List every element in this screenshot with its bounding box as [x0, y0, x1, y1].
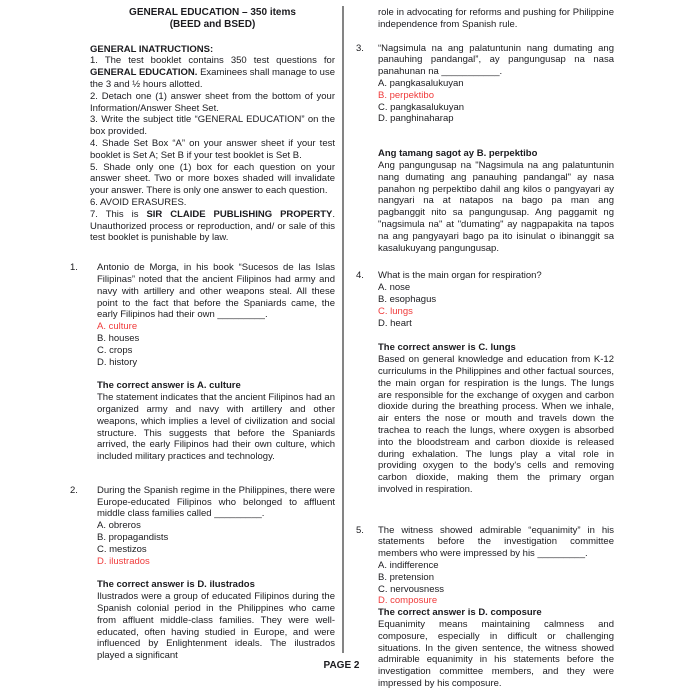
question-3-option-d: D. panghinaharap	[378, 113, 454, 125]
question-5-text: The witness showed admirable “equanimity” in his statements before the investigation committee members who were impressed by his _________.	[378, 524, 614, 560]
instruction-item-1	[90, 55, 335, 90]
instruction-item-2: 2. Detach one (1) answer sheet from the bottom of your Information/Answer Sheet Set.	[90, 90, 335, 114]
question-3	[356, 43, 614, 255]
instruction-item-5: 5. Shade only one (1) box for each question on your answer sheet. Two or more boxes shaded will invalidate your answer. There is only one answer to each question.	[90, 161, 335, 197]
page-subtitle: (BEED and BSED)	[169, 18, 256, 30]
question-4-number: 4.	[356, 270, 364, 282]
question-3-option-a: A. pangkasalukuyan	[378, 77, 464, 89]
question-1-content	[97, 262, 335, 463]
question-5-option-b: B. pretension	[378, 571, 434, 583]
instruction-bold-text: GENERAL EDUCATION.	[90, 67, 198, 79]
question-2-answer-line: The correct answer is D. ilustrados	[97, 579, 255, 591]
left-column	[70, 7, 335, 662]
instructions-heading: GENERAL INATRUCTIONS:	[90, 43, 214, 55]
instruction-item-3: 3. Write the subject title “GENERAL EDUCATION” on the box provided.	[90, 114, 335, 138]
question-4-explanation: Based on general knowledge and education from K-12 curriculums in the Philippines and other factual sources, the main organ for respiration is the lungs. The lungs are responsible for the exchange of oxygen and carbon dioxide during the breathing process. When we inhale, air enters the nose or mouth and travels down the trachea to reach the lungs, where oxygen is absorbed into the bloodstream and carbon dioxide is released during exhalation. The lungs play a vital role in providing oxygen to the body's cells and removing carbon dioxide, making them the primary organ involved in respiration.	[378, 354, 614, 495]
question-2-explanation-continued: role in advocating for reforms and pushing for Philippine independence from Spanish rule.	[378, 7, 614, 30]
instructions-block	[90, 7, 335, 244]
question-3-option-c: C. pangkasalukuyan	[378, 101, 465, 113]
instruction-item-7	[90, 209, 335, 244]
instruction-text: . Unauthorized process or reproduction, and/ or sale of this test booklet is punishable by law.	[90, 208, 335, 244]
question-3-answer-line: Ang tamang sagot ay B. perpektibo	[378, 148, 538, 160]
question-1-option-c: C. crops	[97, 344, 133, 356]
question-3-number: 3.	[356, 42, 364, 54]
question-1-text: Antonio de Morga, in his book “Sucesos de las Islas Filipinas” noted that the ancient Filipinos had army and navy with artillery and other weapons steal. All these point to the fact that before the Spaniards came, the early Filipinos had their own _________.	[97, 262, 335, 321]
question-5-option-c: C. nervousness	[378, 583, 445, 595]
question-4	[356, 270, 614, 495]
instruction-text: 1. The test booklet contains 350 test questions for	[90, 55, 335, 67]
question-4-option-d: D. heart	[378, 317, 412, 329]
column-divider	[342, 6, 344, 653]
right-column	[356, 7, 614, 690]
question-2-option-d: D. ilustrados	[97, 555, 150, 567]
question-3-content	[378, 43, 614, 255]
continuation-gutter	[356, 7, 378, 31]
instruction-item-6: 6. AVOID ERASURES.	[90, 196, 187, 208]
page-footer: PAGE 2	[323, 660, 360, 671]
question-2-explanation-continuation-row	[356, 7, 614, 31]
question-4-option-c: C. lungs	[378, 305, 413, 317]
question-5-number: 5.	[356, 524, 364, 536]
question-1-answer-line: The correct answer is A. culture	[97, 380, 241, 392]
question-1-explanation: The statement indicates that the ancient Filipinos had an organized army and navy with artillery and other weapons, which implies a level of civilization and social structure. This suggests that before the Spaniards arrived, the early Filipinos had their own culture, which included military practices and technology.	[97, 392, 335, 463]
instruction-bold-text: SIR CLAIDE PUBLISHING PROPERTY	[146, 208, 333, 220]
question-2-option-c: C. mestizos	[97, 543, 147, 555]
question-5-explanation: Equanimity means maintaining calmness and composure, especially in difficult or challenging situations. In the given sentence, the witness showed admirable equanimity in his statements before the investigation committee members, and they were impressed by his composure.	[378, 619, 614, 690]
question-5-option-a: A. indifference	[378, 560, 439, 572]
question-2	[70, 485, 335, 662]
question-2-option-b: B. propagandists	[97, 532, 169, 544]
question-3-option-b: B. perpektibo	[378, 89, 434, 101]
instruction-text: 7. This is	[90, 208, 147, 220]
question-3-text: “Nagsimula na ang palatuntunin nang dumating ang panauhing pandangal”, ay pangungusap na nasa panahunan na ___________.	[378, 42, 614, 78]
instruction-item-4: 4. Shade Set Box “A” on your answer sheet if your test booklet is Set A; Set B if your test booklet is Set B.	[90, 137, 335, 161]
page-title: GENERAL EDUCATION – 350 items	[129, 7, 296, 18]
question-4-answer-line: The correct answer is C. lungs	[378, 342, 516, 354]
question-5-option-d: D. composure	[378, 595, 438, 607]
instruction-text: Examinees shall manage to use the 3 and ½ hours allotted.	[90, 67, 335, 90]
question-4-option-a: A. nose	[378, 282, 411, 294]
question-5-answer-line: The correct answer is D. composure	[378, 607, 542, 619]
question-1-number: 1.	[70, 262, 78, 274]
question-3-explanation: Ang pangungusap na "Nagsimula na ang palatuntunin nang dumating ang panauhing pandangal" ay nasa panahon ng perpektibo dahil ang kilos o pangyayari ay nangyari na at natapos na bago pa man ang pagbanggit nito sa pangungusap. Ang paggamit ng "nagsimula na" at "dumating" ay nagpapakita na tapos na ang pangyayari bago pa ito isinulat o ibinanggit sa kasalukuyang pangungusap.	[378, 159, 614, 254]
question-1	[70, 262, 335, 463]
question-2-option-a: A. obreros	[97, 520, 141, 532]
question-2-text: During the Spanish regime in the Philippines, there were Europe-educated Filipinos who belonged to affluent middle class families called _________.	[97, 484, 335, 520]
question-4-option-b: B. esophagus	[378, 293, 437, 305]
question-4-content	[378, 270, 614, 495]
question-1-option-a: A. culture	[97, 321, 138, 333]
question-2-number: 2.	[70, 484, 78, 496]
question-1-option-d: D. history	[97, 356, 138, 368]
question-4-text: What is the main organ for respiration?	[378, 270, 542, 282]
question-1-option-b: B. houses	[97, 332, 140, 344]
question-2-explanation: Ilustrados were a group of educated Filipinos during the Spanish colonial period in the Philippines who came from affluent middle-class families. They were well-educated, often having studied in Europe, and were influenced by Enlightenment ideals. The ilustrados played a significant	[97, 591, 335, 662]
question-2-content	[97, 485, 335, 662]
